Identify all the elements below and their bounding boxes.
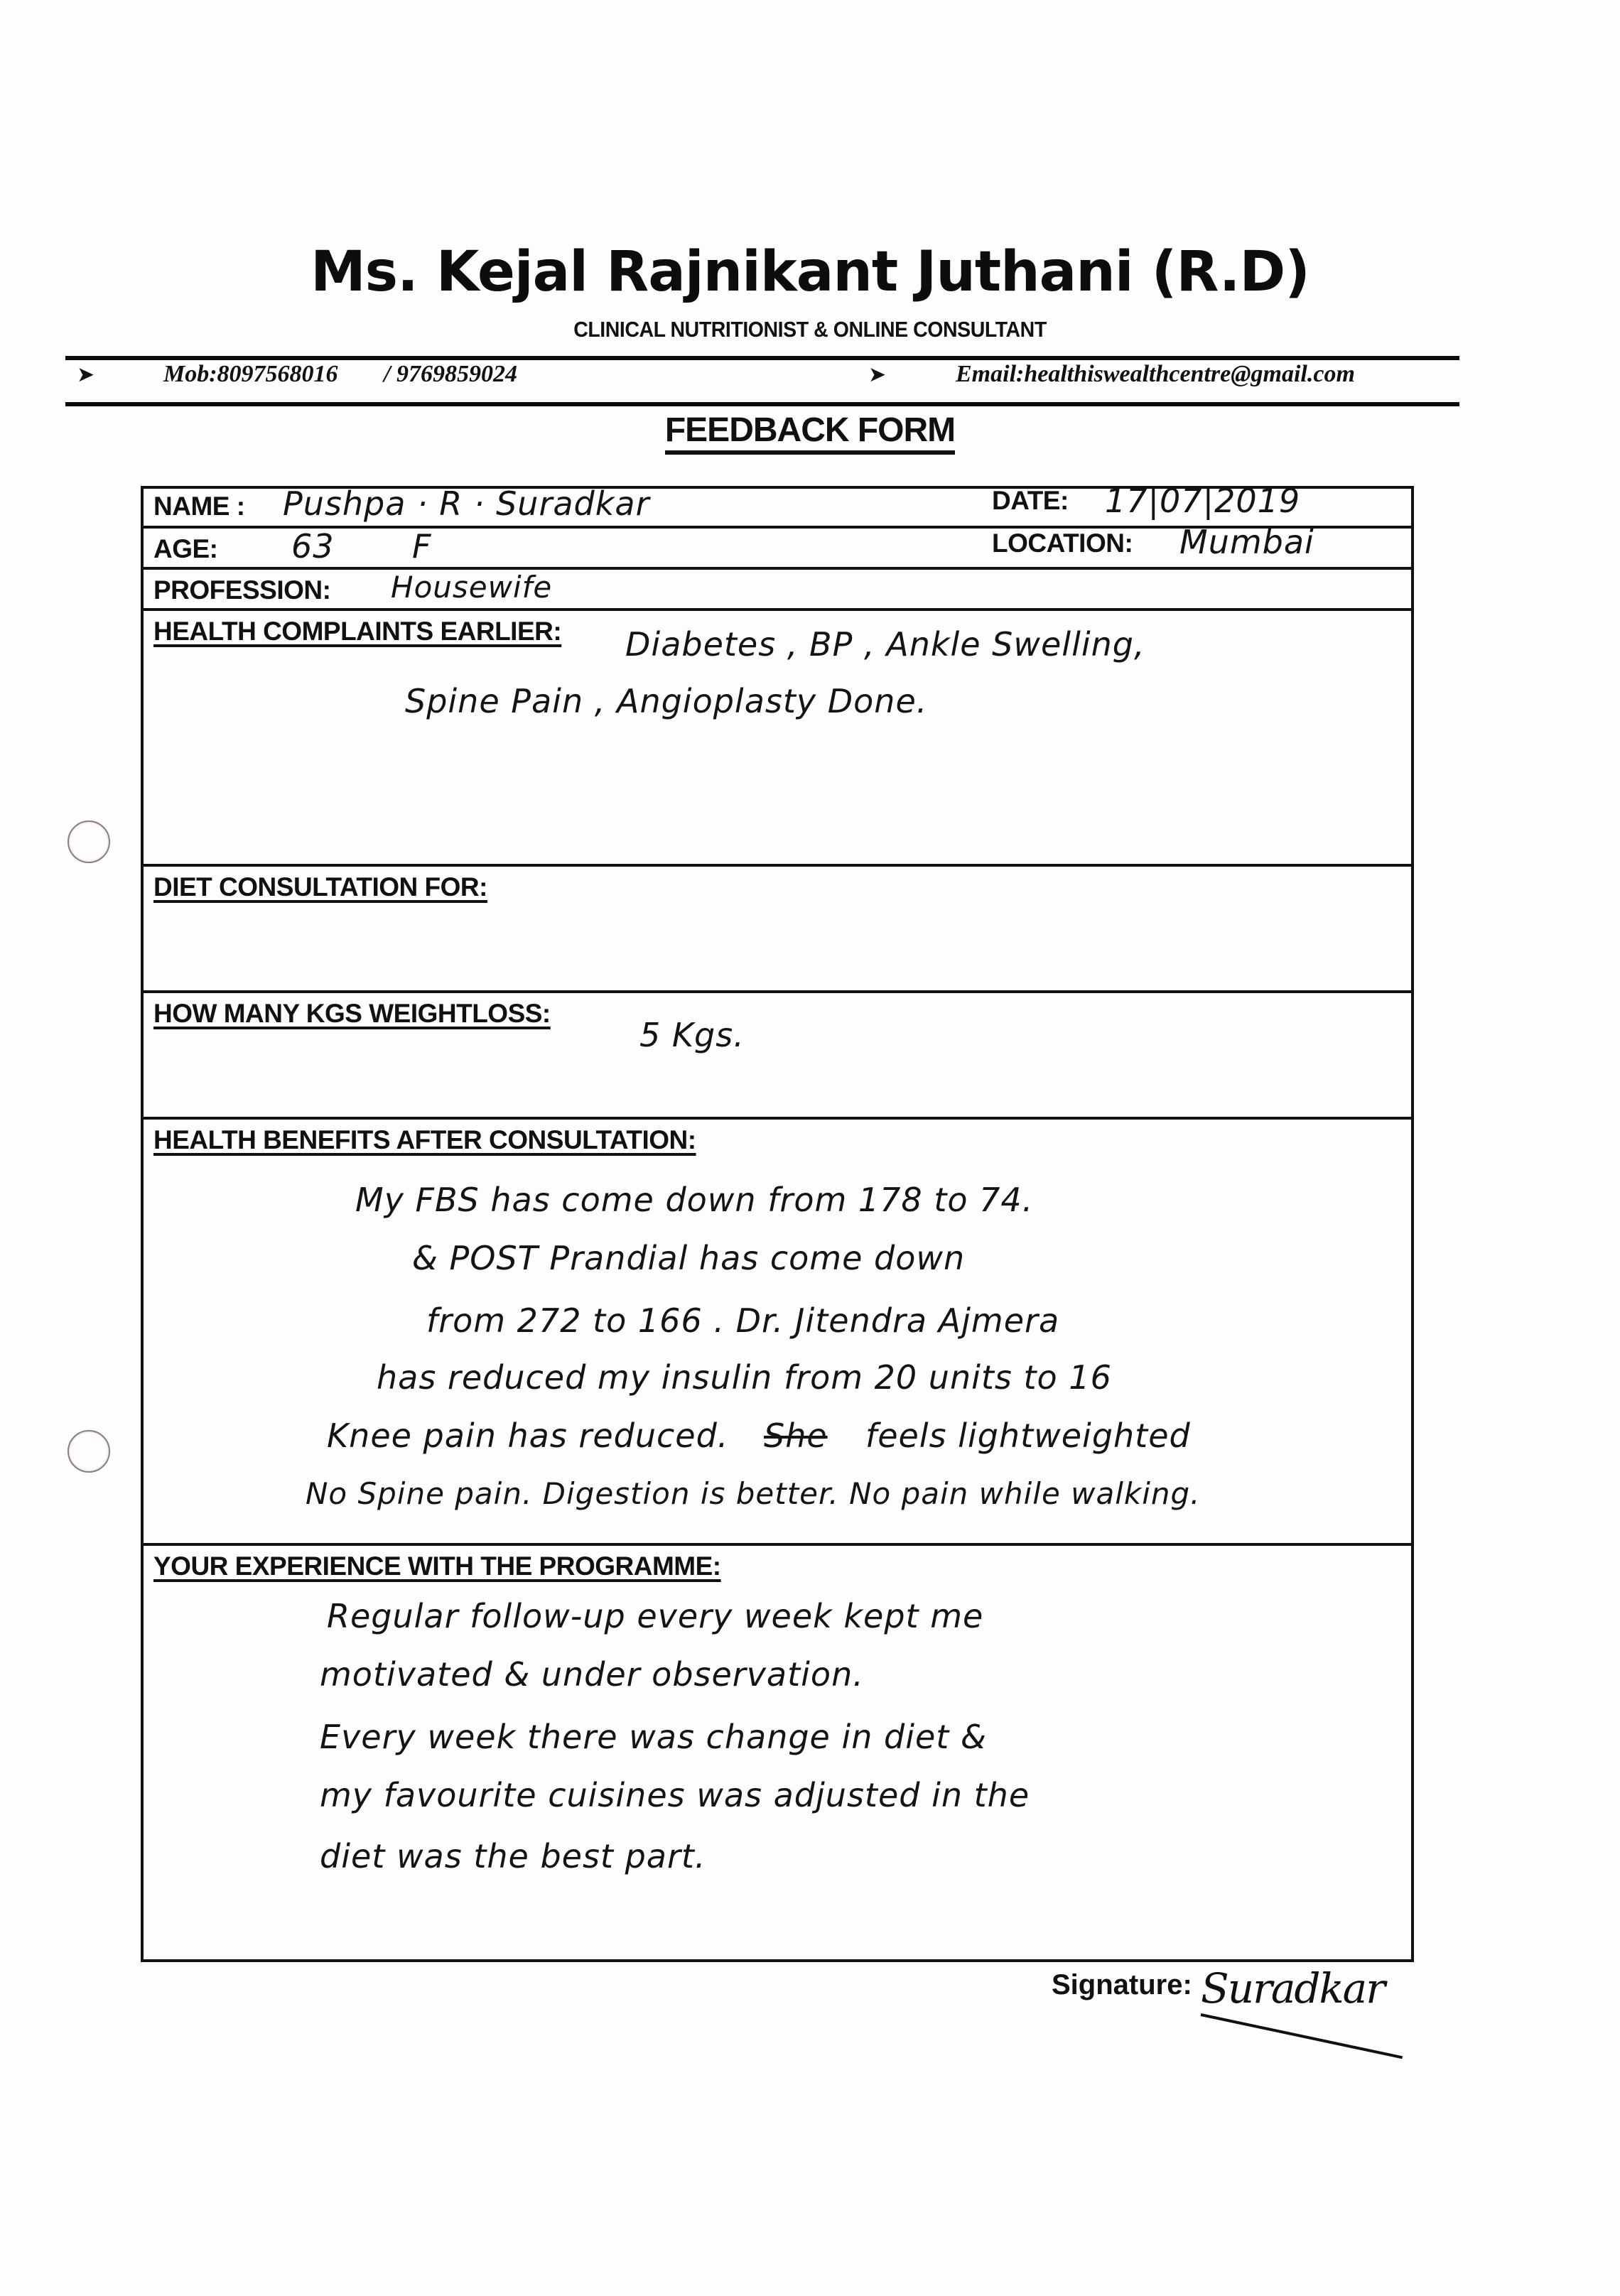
benefits-line[interactable]: & POST Prandial has come down — [412, 1239, 966, 1277]
complaints-line[interactable]: Diabetes , BP , Ankle Swelling, — [625, 625, 1145, 664]
experience-line[interactable]: my favourite cuisines was adjusted in the — [320, 1776, 1030, 1814]
arrowhead-right-icon: ➤ — [77, 362, 95, 387]
section-divider — [141, 1117, 1414, 1120]
row-divider — [141, 567, 1414, 570]
benefits-line[interactable]: has reduced my insulin from 20 units to 16 — [377, 1358, 1112, 1397]
form-heading-text: FEEDBACK FORM — [665, 411, 955, 455]
sex-value[interactable]: F — [412, 527, 432, 565]
signature-underline — [1201, 2013, 1403, 2059]
age-label: AGE: — [153, 534, 218, 563]
email-address: Email:healthiswealthcentre@gmail.com — [956, 361, 1355, 387]
date-label: DATE: — [992, 486, 1069, 515]
weightloss-value[interactable]: 5 Kgs. — [639, 1016, 745, 1054]
row-divider — [141, 608, 1414, 611]
punch-hole-bottom — [68, 1430, 110, 1473]
location-label: LOCATION: — [992, 529, 1133, 558]
arrowhead-right-icon: ➤ — [868, 362, 887, 387]
form-heading — [0, 411, 1620, 450]
letterhead-rule-bottom — [65, 402, 1459, 406]
experience-label: YOUR EXPERIENCE WITH THE PROGRAMME: — [153, 1552, 721, 1581]
mobile-number-alt: / 9769859024 — [384, 361, 517, 387]
benefits-line[interactable]: Knee pain has reduced. — [327, 1417, 729, 1455]
section-divider — [141, 1543, 1414, 1546]
benefits-label: HEALTH BENEFITS AFTER CONSULTATION: — [153, 1125, 696, 1154]
signature-label: Signature: — [1052, 1969, 1192, 2000]
profession-value[interactable]: Housewife — [391, 570, 553, 605]
letterhead-name: Ms. Kejal Rajnikant Juthani (R.D) — [310, 240, 1310, 304]
benefits-line[interactable]: No Spine pain. Digestion is better. No pain while walking. — [306, 1476, 1201, 1511]
name-label: NAME : — [153, 492, 245, 521]
experience-line[interactable]: diet was the best part. — [320, 1837, 706, 1875]
date-value[interactable]: 17|07|2019 — [1105, 482, 1301, 520]
experience-line[interactable]: Every week there was change in diet & — [320, 1718, 987, 1756]
benefits-line[interactable]: My FBS has come down from 178 to 74. — [355, 1181, 1034, 1219]
mobile-number: Mob:8097568016 — [163, 361, 338, 387]
weightloss-label: HOW MANY KGS WEIGHTLOSS: — [153, 999, 551, 1028]
age-value[interactable]: 63 — [291, 527, 335, 565]
signature-value[interactable]: Suradkar — [1201, 1964, 1384, 2013]
section-divider — [141, 990, 1414, 993]
profession-label: PROFESSION: — [153, 575, 331, 605]
section-divider — [141, 864, 1414, 867]
diet-consultation-label: DIET CONSULTATION FOR: — [153, 872, 487, 901]
name-value[interactable]: Pushpa · R · Suradkar — [283, 484, 650, 523]
letterhead-rule-top — [65, 356, 1459, 360]
complaints-label: HEALTH COMPLAINTS EARLIER: — [153, 617, 562, 646]
benefits-line[interactable]: from 272 to 166 . Dr. Jitendra Ajmera — [426, 1301, 1060, 1340]
experience-line[interactable]: motivated & under observation. — [320, 1655, 864, 1694]
complaints-line[interactable]: Spine Pain , Angioplasty Done. — [405, 682, 928, 720]
punch-hole-top — [68, 821, 110, 863]
experience-line[interactable]: Regular follow-up every week kept me — [327, 1597, 984, 1635]
benefits-line[interactable]: feels lightweighted — [865, 1417, 1191, 1455]
letterhead-subtitle: CLINICAL NUTRITIONIST & ONLINE CONSULTANT — [573, 317, 1047, 342]
benefits-struck-word: She — [764, 1417, 828, 1455]
location-value[interactable]: Mumbai — [1179, 523, 1314, 561]
